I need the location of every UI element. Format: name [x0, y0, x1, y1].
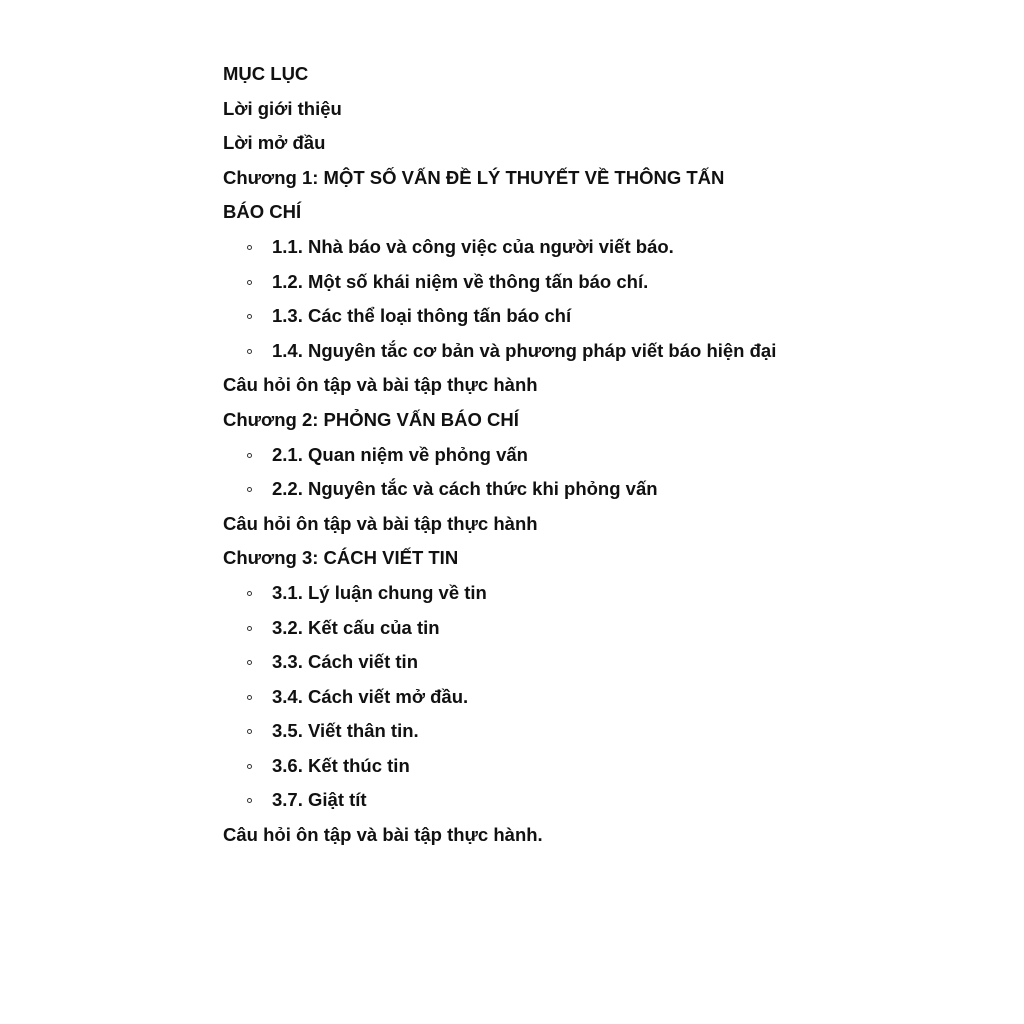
table-of-contents	[223, 57, 823, 853]
toc-entry-text: 3.1. Lý luận chung về tin	[272, 581, 487, 603]
circle-bullet-icon	[247, 245, 252, 250]
toc-section-item	[223, 195, 823, 230]
toc-subsection-item	[223, 714, 823, 749]
circle-bullet-icon	[247, 349, 252, 354]
circle-bullet-icon	[247, 729, 252, 734]
toc-entry-text: Lời giới thiệu	[223, 97, 342, 119]
toc-section-item	[223, 541, 823, 576]
toc-section-item	[223, 818, 823, 853]
toc-entry-text: 3.4. Cách viết mở đầu.	[272, 685, 469, 707]
circle-bullet-icon	[247, 453, 252, 458]
toc-subsection-item	[223, 611, 823, 646]
toc-entry-text: 2.2. Nguyên tắc và cách thức khi phỏng vấn	[272, 478, 658, 500]
toc-section-item	[223, 507, 823, 542]
toc-section-item	[223, 368, 823, 403]
toc-entry-text: 1.1. Nhà báo và công việc của người viết báo.	[272, 235, 674, 257]
toc-subsection-item	[223, 472, 823, 507]
toc-entry-text: 3.5. Viết thân tin.	[272, 720, 419, 742]
toc-subsection-item	[223, 783, 823, 818]
toc-section-item	[223, 403, 823, 438]
circle-bullet-icon	[247, 798, 252, 803]
toc-subsection-item	[223, 334, 823, 369]
toc-entry-text: Chương 3: CÁCH VIẾT TIN	[223, 547, 459, 569]
toc-entry-text: 3.6. Kết thúc tin	[272, 754, 410, 776]
toc-entry-text: BÁO CHÍ	[223, 201, 302, 223]
toc-entry-text: Lời mở đầu	[223, 132, 326, 154]
circle-bullet-icon	[247, 660, 252, 665]
circle-bullet-icon	[247, 314, 252, 319]
toc-subsection-item	[223, 438, 823, 473]
toc-entry-text: 3.3. Cách viết tin	[272, 651, 418, 673]
toc-entry-text: Chương 1: MỘT SỐ VẤN ĐỀ LÝ THUYẾT VỀ THÔNG TẤN	[223, 166, 725, 188]
circle-bullet-icon	[247, 764, 252, 769]
circle-bullet-icon	[247, 487, 252, 492]
toc-subsection-item	[223, 230, 823, 265]
toc-section-item	[223, 92, 823, 127]
toc-entry-text: Câu hỏi ôn tập và bài tập thực hành.	[223, 824, 543, 846]
toc-entry-text: 3.7. Giật tít	[272, 789, 367, 811]
circle-bullet-icon	[247, 695, 252, 700]
toc-subsection-item	[223, 645, 823, 680]
toc-entry-text: Câu hỏi ôn tập và bài tập thực hành	[223, 374, 538, 396]
toc-subsection-item	[223, 749, 823, 784]
toc-subsection-item	[223, 680, 823, 715]
toc-entry-text: 1.3. Các thể loại thông tấn báo chí	[272, 305, 572, 327]
toc-section-item	[223, 126, 823, 161]
toc-entry-text: 2.1. Quan niệm về phỏng vấn	[272, 443, 528, 465]
toc-section-item	[223, 161, 823, 196]
toc-entry-text: Câu hỏi ôn tập và bài tập thực hành	[223, 512, 538, 534]
toc-subsection-item	[223, 576, 823, 611]
toc-entry-text: 3.2. Kết cấu của tin	[272, 616, 440, 638]
circle-bullet-icon	[247, 280, 252, 285]
toc-subsection-item	[223, 299, 823, 334]
circle-bullet-icon	[247, 626, 252, 631]
toc-subsection-item	[223, 265, 823, 300]
toc-title: MỤC LỤC	[223, 63, 309, 84]
toc-entry-text: Chương 2: PHỎNG VẤN BÁO CHÍ	[223, 408, 519, 430]
toc-entry-text: 1.4. Nguyên tắc cơ bản và phương pháp viết báo hiện đại	[272, 339, 777, 361]
toc-entry-text: 1.2. Một số khái niệm về thông tấn báo chí.	[272, 270, 649, 292]
circle-bullet-icon	[247, 591, 252, 596]
